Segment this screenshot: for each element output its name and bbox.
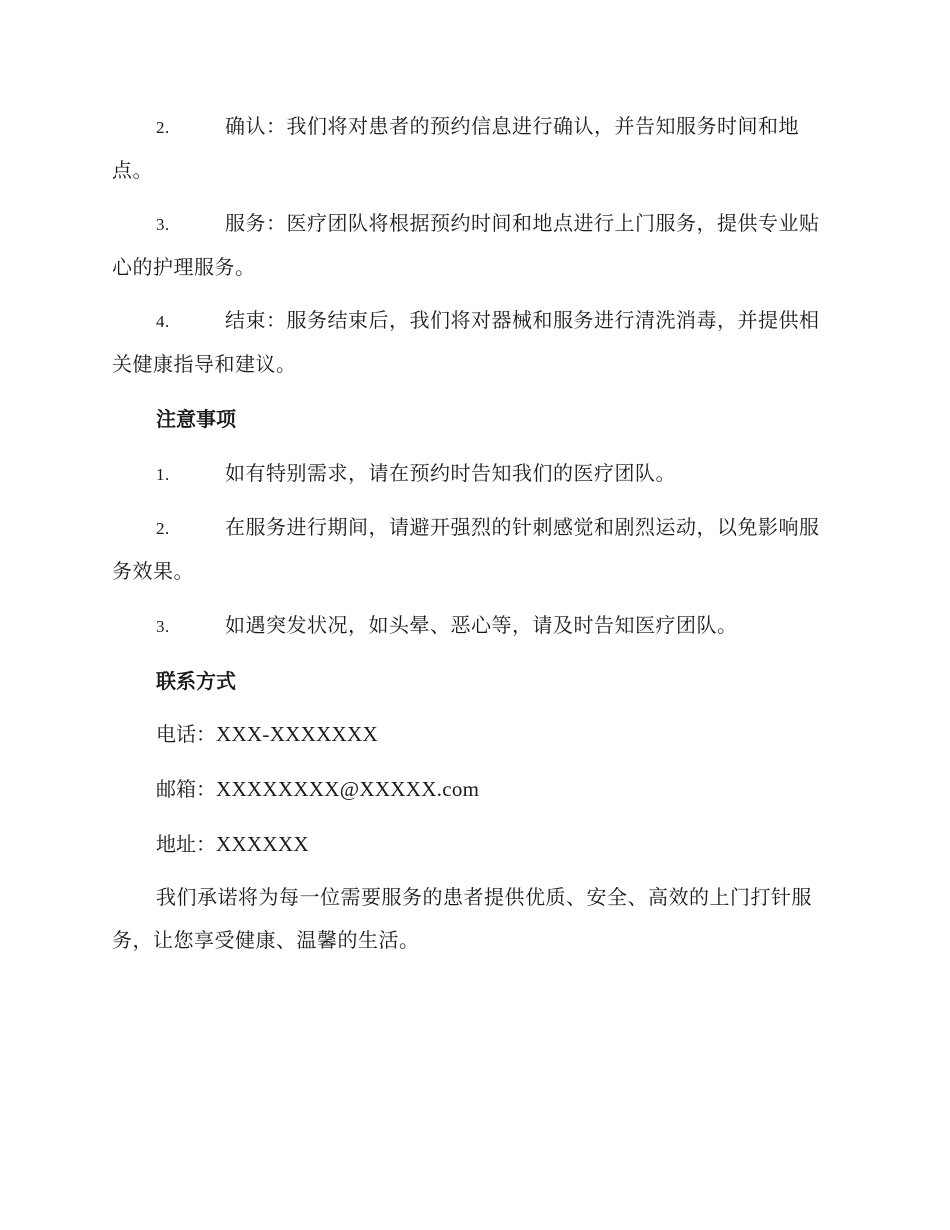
closing-paragraph: 我们承诺将为每一位需要服务的患者提供优质、安全、高效的上门打针服务，让您享受健康、温馨的生活。: [112, 885, 812, 952]
phone-value: XXX-XXXXXXX: [216, 722, 378, 746]
contact-address: [156, 829, 309, 859]
list-number: 2.: [156, 118, 170, 137]
list-item-text: 如有特别需求，请在预约时告知我们的医疗团队。: [225, 461, 676, 485]
process-item-2: [112, 105, 834, 192]
address-label: 地址：: [156, 832, 216, 856]
contact-heading: 联系方式: [156, 669, 236, 693]
contact-phone: [156, 719, 378, 749]
notes-heading: 注意事项: [156, 407, 236, 431]
process-item-4: [112, 299, 834, 386]
list-item-text: 在服务进行期间，请避开强烈的针刺感觉和剧烈运动，以免影响服务效果。: [112, 515, 820, 583]
list-item-text: 如遇突发状况，如头晕、恶心等，请及时告知医疗团队。: [225, 613, 738, 637]
contact-email: [156, 774, 479, 804]
list-item-text: 确认：我们将对患者的预约信息进行确认，并告知服务时间和地点。: [112, 114, 799, 182]
notes-item-1: [112, 452, 834, 496]
list-item-text: 结束：服务结束后，我们将对器械和服务进行清洗消毒，并提供相关健康指导和建议。: [112, 308, 820, 376]
address-value: XXXXXX: [216, 832, 309, 856]
list-number: 4.: [156, 312, 170, 331]
list-item-text: 服务：医疗团队将根据预约时间和地点进行上门服务，提供专业贴心的护理服务。: [112, 211, 820, 279]
list-number: 3.: [156, 617, 170, 636]
process-item-3: [112, 202, 834, 289]
list-number: 1.: [156, 465, 170, 484]
list-number: 2.: [156, 519, 170, 538]
notes-item-2: [112, 506, 834, 593]
phone-label: 电话：: [156, 722, 216, 746]
list-number: 3.: [156, 215, 170, 234]
notes-item-3: [112, 604, 834, 648]
email-value: XXXXXXXX@XXXXX.com: [216, 777, 480, 801]
email-label: 邮箱：: [156, 777, 216, 801]
